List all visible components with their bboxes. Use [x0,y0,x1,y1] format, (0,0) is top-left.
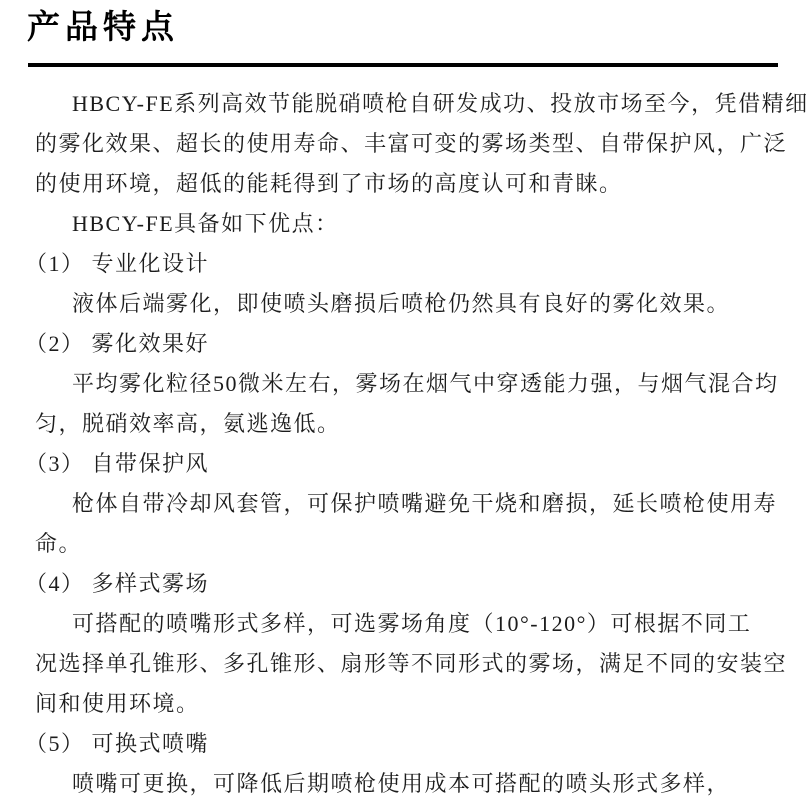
text-line: 液体后端雾化，即使喷头磨损后喷枪仍然具有良好的雾化效果。 [72,291,731,316]
text-line: 匀，脱硝效率高，氨逃逸低。 [35,411,341,436]
document-body [0,84,812,802]
text-line: 喷嘴可更换，可降低后期喷枪使用成本可搭配的喷头形式多样， [72,771,731,796]
text-line: 命。 [35,531,83,556]
text-line: 可搭配的喷嘴形式多样，可选雾场角度（10°-120°）可根据不同工 [72,611,752,636]
text-line: 的使用环境，超低的能耗得到了市场的高度认可和青睐。 [35,171,623,196]
feature-item-heading: （3） 自带保护风 [25,451,210,476]
text-line: 平均雾化粒径50微米左右，雾场在烟气中穿透能力强，与烟气混合均 [72,371,779,396]
text-line: 的雾化效果、超长的使用寿命、丰富可变的雾场类型、自带保护风，广泛 [35,131,788,156]
text-line: HBCY-FE具备如下优点： [72,211,339,236]
feature-item-heading: （5） 可换式喷嘴 [25,731,210,756]
text-line: 枪体自带冷却风套管，可保护喷嘴避免干烧和磨损，延长喷枪使用寿 [72,491,778,516]
page-title: 产品特点 [27,10,179,46]
feature-item-heading: （2） 雾化效果好 [25,331,210,356]
feature-item-heading: （1） 专业化设计 [25,251,210,276]
text-line: 况选择单孔锥形、多孔锥形、扇形等不同形式的雾场，满足不同的安装空 [35,651,788,676]
text-line: 间和使用环境。 [35,691,200,716]
title-divider [28,63,778,67]
text-line: HBCY-FE系列高效节能脱硝喷枪自研发成功、投放市场至今，凭借精细 [72,91,809,116]
feature-item-heading: （4） 多样式雾场 [25,571,210,596]
